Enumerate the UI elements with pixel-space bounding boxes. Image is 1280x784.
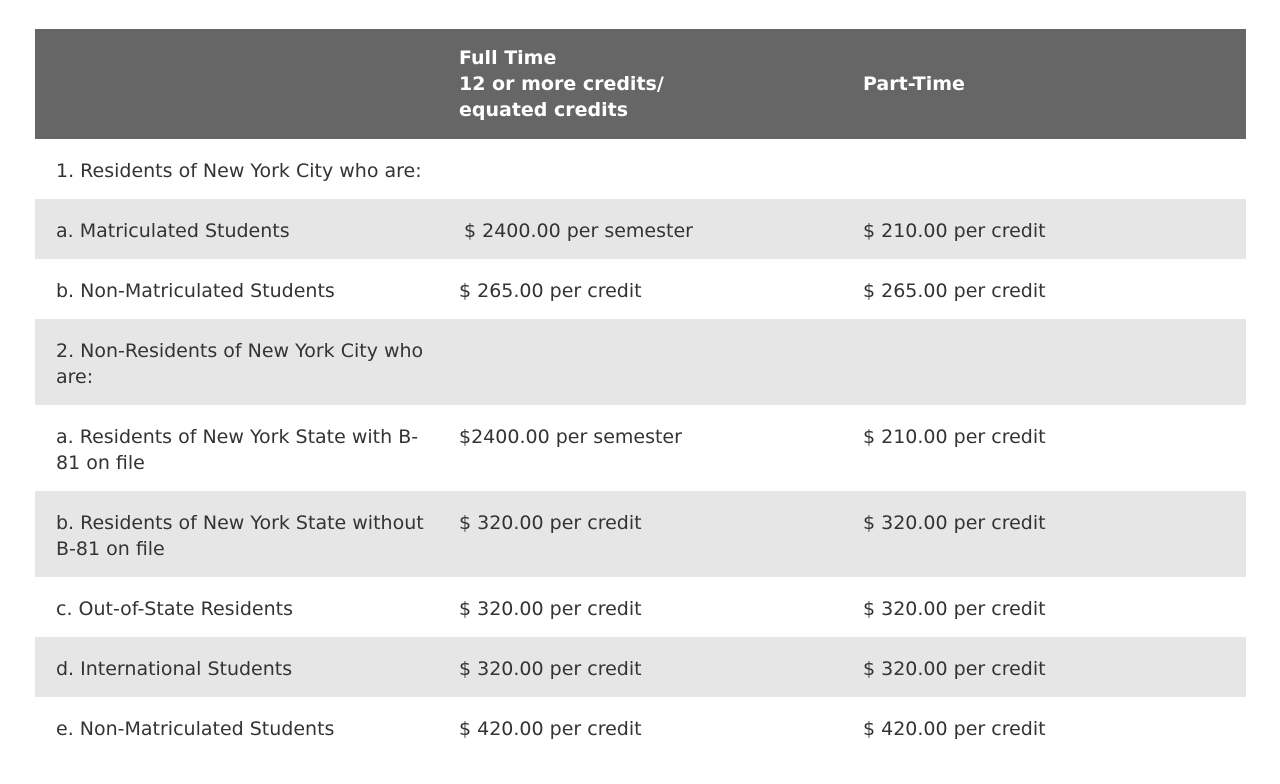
part-time-rate: $ 210.00 per credit (863, 426, 1046, 448)
row-label-line: 1. Residents of New York City who are: (56, 160, 422, 182)
row-label-line: B-81 on file (56, 538, 165, 560)
full-time-rate: $ 320.00 per credit (459, 598, 642, 620)
part-time-rate: $ 210.00 per credit (863, 220, 1046, 242)
table-row (35, 637, 1246, 697)
header-full-time-line: equated credits (459, 99, 629, 121)
tuition-table (35, 29, 1246, 757)
table-row (35, 577, 1246, 637)
full-time-rate: $ 320.00 per credit (459, 658, 642, 680)
header-part-time: Part-Time (863, 73, 965, 95)
row-label (56, 596, 426, 622)
row-label (56, 218, 426, 244)
table-row (35, 259, 1246, 319)
header-full-time-line: 12 or more credits/ (459, 73, 664, 95)
full-time-rate: $ 420.00 per credit (459, 718, 642, 740)
table-row (35, 199, 1246, 259)
full-time-rate: $ 320.00 per credit (459, 512, 642, 534)
header-full-time-line: Full Time (459, 47, 557, 69)
row-label-line: 81 on file (56, 452, 145, 474)
row-label (56, 338, 426, 390)
row-label-line: 2. Non-Residents of New York City who (56, 340, 424, 362)
part-time-rate: $ 320.00 per credit (863, 598, 1046, 620)
full-time-rate: $ 265.00 per credit (459, 280, 642, 302)
row-label-line: b. Residents of New York State without (56, 512, 424, 534)
row-label (56, 716, 426, 742)
row-label-line: d. International Students (56, 658, 293, 680)
row-label-line: a. Residents of New York State with B- (56, 426, 419, 448)
part-time-rate: $ 265.00 per credit (863, 280, 1046, 302)
row-label (56, 656, 426, 682)
full-time-rate: $2400.00 per semester (459, 426, 682, 448)
table-row (35, 139, 1246, 199)
part-time-rate: $ 420.00 per credit (863, 718, 1046, 740)
row-label-line: a. Matriculated Students (56, 220, 290, 242)
row-label (56, 278, 426, 304)
row-label (56, 510, 426, 562)
table-header (35, 29, 1246, 139)
row-label-line: b. Non-Matriculated Students (56, 280, 335, 302)
row-label (56, 158, 426, 184)
table-row (35, 319, 1246, 405)
full-time-rate: $ 2400.00 per semester (464, 220, 693, 242)
row-label-line: are: (56, 366, 94, 388)
table-row (35, 491, 1246, 577)
row-label (56, 424, 426, 476)
table-row (35, 697, 1246, 757)
row-label-line: e. Non-Matriculated Students (56, 718, 335, 740)
header-full-time (459, 45, 664, 123)
row-label-line: c. Out-of-State Residents (56, 598, 293, 620)
part-time-rate: $ 320.00 per credit (863, 658, 1046, 680)
part-time-rate: $ 320.00 per credit (863, 512, 1046, 534)
table-row (35, 405, 1246, 491)
